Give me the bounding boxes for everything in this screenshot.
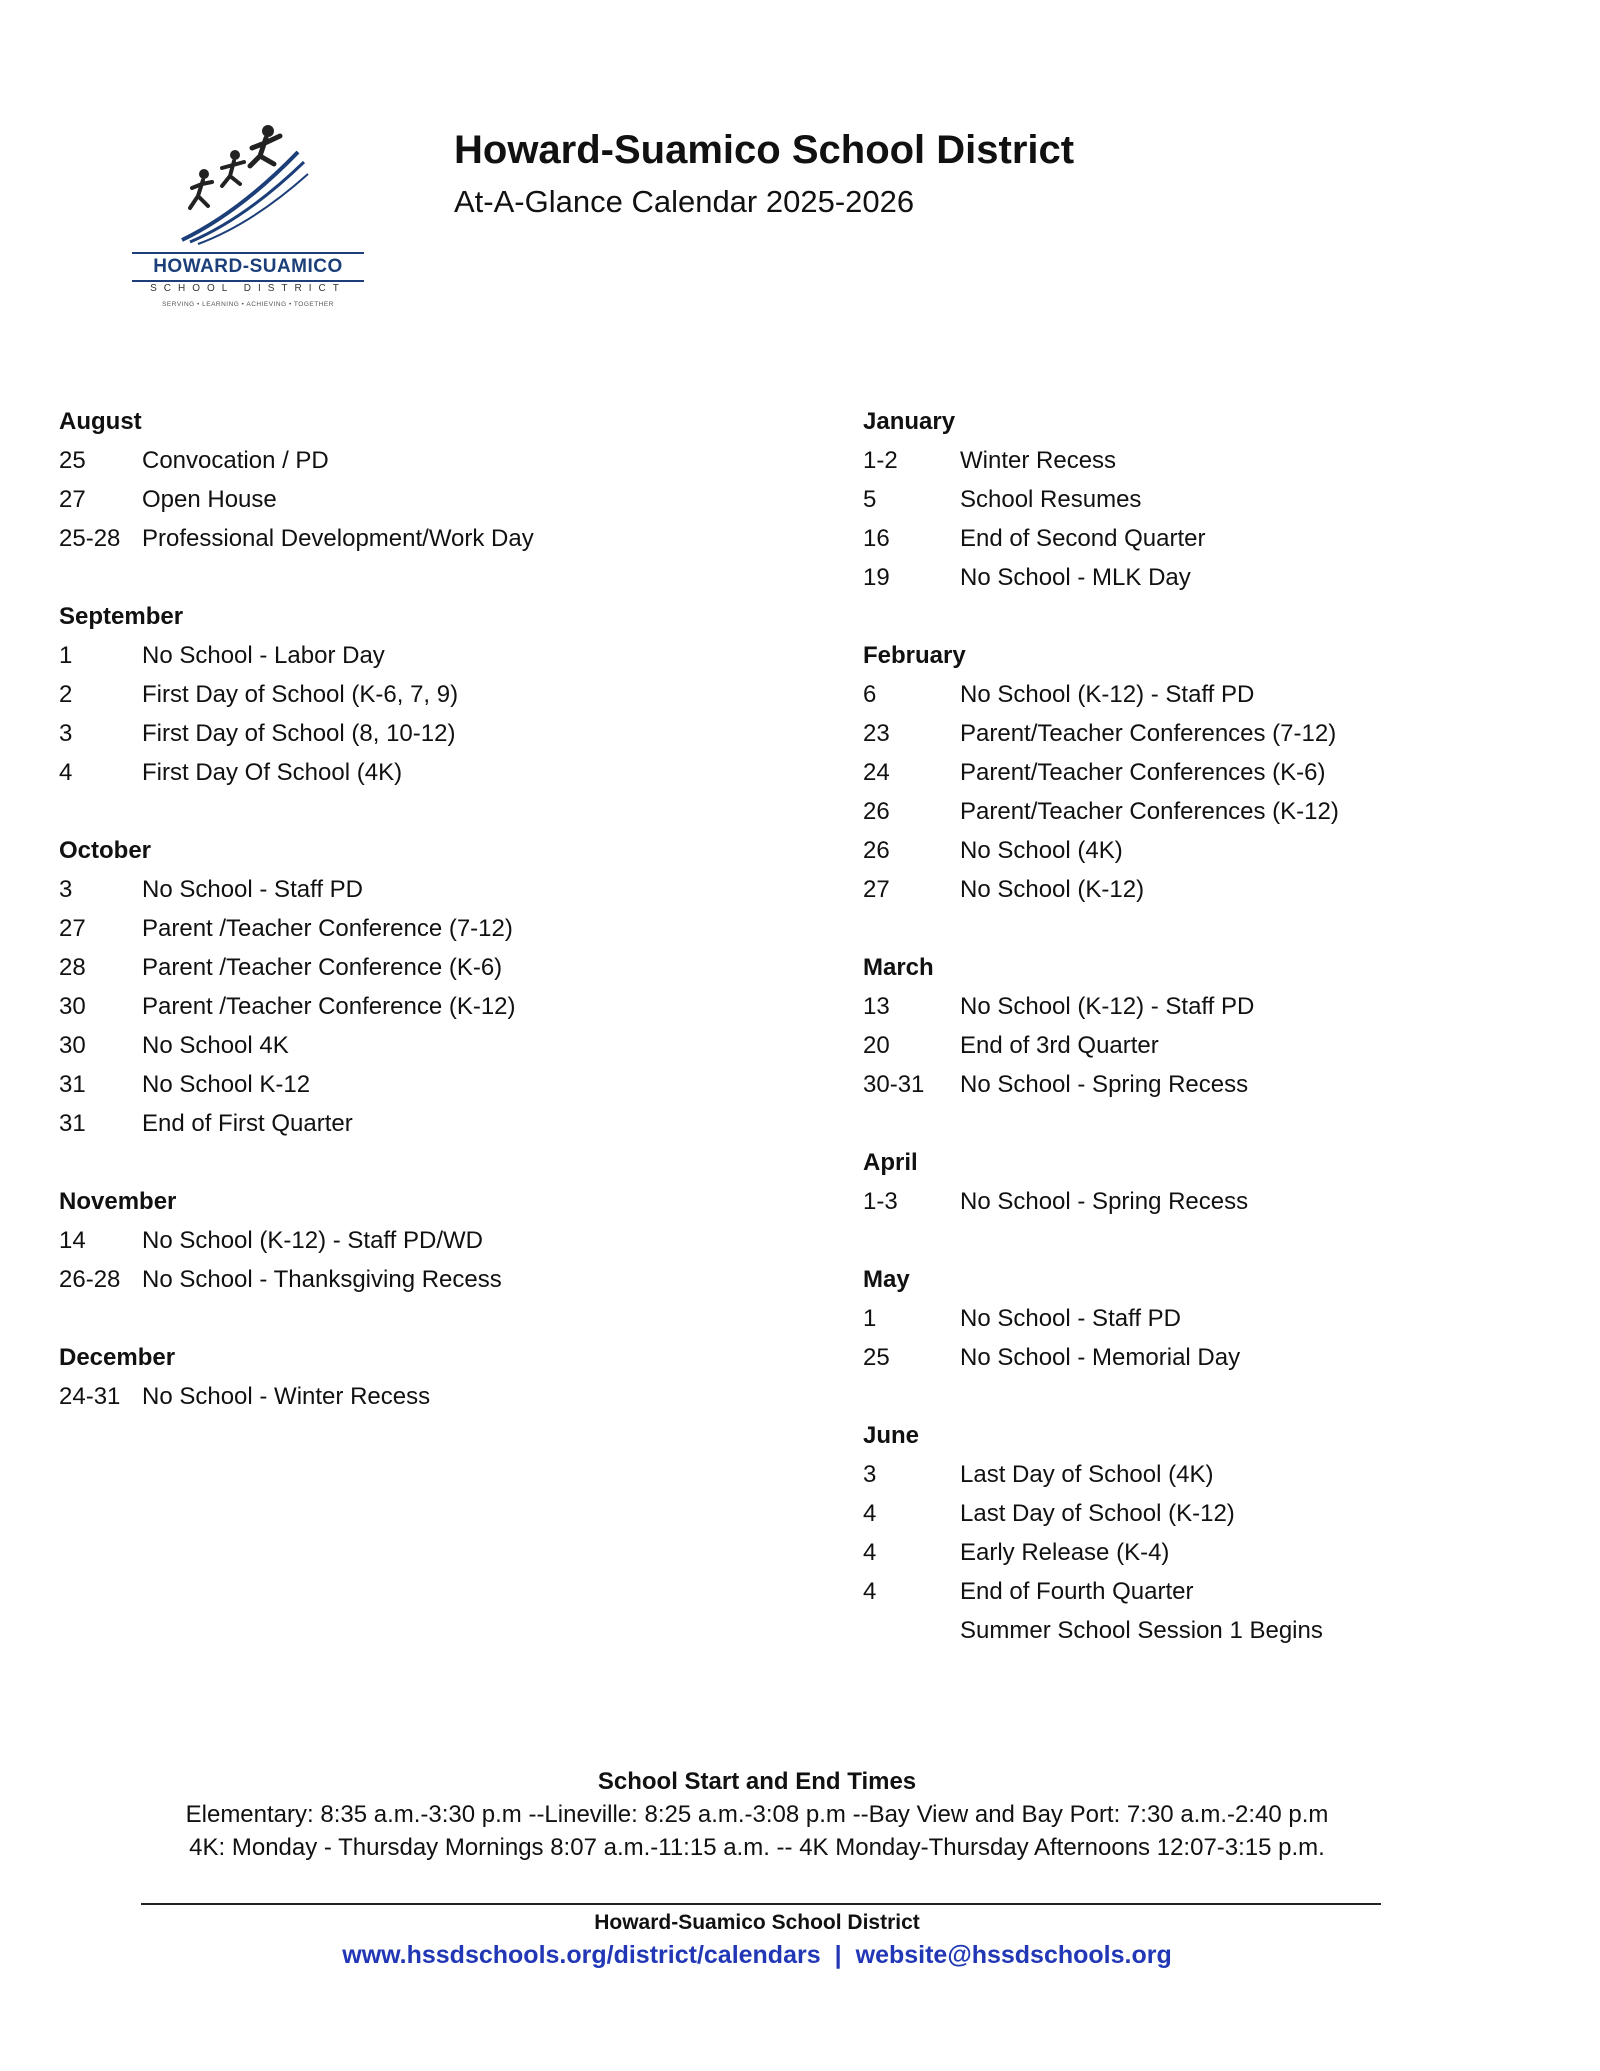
event-date: 31 <box>59 1071 86 1098</box>
month-section <box>59 597 799 792</box>
three-runners-logo-icon <box>180 122 310 247</box>
calendar-event-row <box>863 831 1563 870</box>
event-date: 2 <box>59 681 73 708</box>
event-description: No School - Labor Day <box>142 642 385 669</box>
calendar-event-row <box>863 1338 1563 1377</box>
month-section <box>863 1260 1563 1377</box>
month-heading: October <box>59 837 152 864</box>
calendar-event-row <box>59 714 799 753</box>
event-description: No School - Staff PD <box>142 876 363 903</box>
event-date: 26 <box>863 798 890 825</box>
event-description: First Day of School (8, 10-12) <box>142 720 456 747</box>
event-description: Last Day of School (4K) <box>960 1461 1214 1488</box>
event-description: Parent /Teacher Conference (K-6) <box>142 954 503 981</box>
calendar-event-row <box>59 753 799 792</box>
district-logo <box>132 122 364 322</box>
event-date: 1-3 <box>863 1188 898 1215</box>
calendar-event-row <box>863 519 1563 558</box>
event-description: Open House <box>142 486 277 513</box>
logo-wordmark: HOWARD-SUAMICO <box>132 252 364 282</box>
event-description: Parent/Teacher Conferences (K-6) <box>960 759 1326 786</box>
calendar-event-row <box>863 1065 1563 1104</box>
month-section <box>59 831 799 1143</box>
event-description: No School - Thanksgiving Recess <box>142 1266 502 1293</box>
calendar-event-row <box>59 909 799 948</box>
month-section <box>863 402 1563 597</box>
event-date: 13 <box>863 993 890 1020</box>
event-description: End of Fourth Quarter <box>960 1578 1194 1605</box>
event-date: 20 <box>863 1032 890 1059</box>
event-date: 27 <box>59 486 86 513</box>
month-section <box>863 948 1563 1104</box>
event-date: 30-31 <box>863 1071 925 1098</box>
event-description: Early Release (K-4) <box>960 1539 1170 1566</box>
event-description: No School - Staff PD <box>960 1305 1181 1332</box>
event-description: No School (K-12) - Staff PD <box>960 681 1255 708</box>
month-heading: April <box>863 1149 918 1176</box>
event-date: 25 <box>59 447 86 474</box>
month-section <box>863 1143 1563 1221</box>
month-section <box>59 1182 799 1299</box>
event-description: Professional Development/Work Day <box>142 525 534 552</box>
document-title: Howard-Suamico School District <box>454 128 1075 172</box>
calendar-event-row <box>59 1026 799 1065</box>
event-description: Parent/Teacher Conferences (7-12) <box>960 720 1337 747</box>
event-date: 26-28 <box>59 1266 121 1293</box>
event-description: Parent /Teacher Conference (K-12) <box>142 993 516 1020</box>
event-description: School Resumes <box>960 486 1142 513</box>
event-description: No School - Memorial Day <box>960 1344 1241 1371</box>
calendar-event-row <box>863 1299 1563 1338</box>
event-description: First Day of School (K-6, 7, 9) <box>142 681 459 708</box>
calendar-left-column <box>59 402 799 1455</box>
calendar-event-row <box>863 675 1563 714</box>
school-times-line: Elementary: 8:35 a.m.-3:30 p.m --Lineville: 8:25 a.m.-3:08 p.m --Bay View and Bay Port: 7:30 a.m.-2:40 p.m <box>185 1801 1329 1828</box>
event-description: End of Second Quarter <box>960 525 1206 552</box>
month-heading: May <box>863 1266 910 1293</box>
month-heading: December <box>59 1344 176 1371</box>
event-description: No School 4K <box>142 1032 289 1059</box>
calendar-event-row <box>59 1221 799 1260</box>
event-date: 3 <box>59 876 73 903</box>
event-date: 27 <box>59 915 86 942</box>
document-subtitle: At-A-Glance Calendar 2025-2026 <box>454 184 915 219</box>
event-description: End of 3rd Quarter <box>960 1032 1159 1059</box>
event-date: 16 <box>863 525 890 552</box>
calendar-event-row <box>863 480 1563 519</box>
event-date: 4 <box>863 1500 877 1527</box>
calendar-event-row <box>863 987 1563 1026</box>
event-date: 25 <box>863 1344 890 1371</box>
calendar-event-row <box>59 675 799 714</box>
footer-divider <box>141 1903 1381 1905</box>
calendar-event-row <box>863 1494 1563 1533</box>
event-date: 19 <box>863 564 890 591</box>
calendar-event-row <box>59 1377 799 1416</box>
event-date: 4 <box>59 759 73 786</box>
event-description: Last Day of School (K-12) <box>960 1500 1235 1527</box>
calendar-event-row <box>59 519 799 558</box>
event-date: 4 <box>863 1539 877 1566</box>
event-date: 30 <box>59 1032 86 1059</box>
school-times-line: 4K: Monday - Thursday Mornings 8:07 a.m.-11:15 a.m. -- 4K Monday-Thursday Afternoons 12:07-3:15 p.m. <box>189 1834 1325 1861</box>
calendar-event-row <box>863 1611 1563 1650</box>
calendars-link[interactable]: www.hssdschools.org/district/calendars <box>342 1941 821 1969</box>
calendar-event-row <box>863 1533 1563 1572</box>
event-description: No School - Spring Recess <box>960 1188 1249 1215</box>
event-date: 27 <box>863 876 890 903</box>
calendar-event-row <box>59 1104 799 1143</box>
event-date: 5 <box>863 486 877 513</box>
calendar-event-row <box>863 753 1563 792</box>
event-date: 3 <box>59 720 73 747</box>
event-description: No School K-12 <box>142 1071 311 1098</box>
month-heading: September <box>59 603 184 630</box>
event-date <box>863 1611 960 1650</box>
month-heading: March <box>863 954 934 981</box>
month-section <box>863 636 1563 909</box>
calendar-event-row <box>59 1260 799 1299</box>
event-description: End of First Quarter <box>142 1110 353 1137</box>
event-description: Winter Recess <box>960 447 1117 474</box>
event-date: 24-31 <box>59 1383 121 1410</box>
event-description: No School (K-12) - Staff PD/WD <box>142 1227 483 1254</box>
calendar-event-row <box>863 1455 1563 1494</box>
calendar-event-row <box>59 948 799 987</box>
month-heading: November <box>59 1188 177 1215</box>
event-date: 1 <box>59 642 73 669</box>
event-description: No School (4K) <box>960 837 1123 864</box>
email-link[interactable]: website@hssdschools.org <box>855 1941 1172 1969</box>
event-date: 26 <box>863 837 890 864</box>
event-description: Parent/Teacher Conferences (K-12) <box>960 798 1339 825</box>
calendar-event-row <box>863 1182 1563 1221</box>
school-times-heading: School Start and End Times <box>597 1768 917 1795</box>
event-description: No School - MLK Day <box>960 564 1191 591</box>
event-description: Summer School Session 1 Begins <box>960 1617 1323 1644</box>
event-date: 4 <box>863 1578 877 1605</box>
event-date: 30 <box>59 993 86 1020</box>
calendar-event-row <box>863 558 1563 597</box>
event-date: 31 <box>59 1110 86 1137</box>
event-description: No School - Winter Recess <box>142 1383 431 1410</box>
calendar-event-row <box>59 441 799 480</box>
logo-subtext: SCHOOL DISTRICT <box>150 283 346 294</box>
calendar-event-row <box>863 714 1563 753</box>
calendar-event-row <box>59 870 799 909</box>
event-date: 3 <box>863 1461 877 1488</box>
event-date: 25-28 <box>59 525 121 552</box>
month-section <box>59 402 799 558</box>
event-description: Parent /Teacher Conference (7-12) <box>142 915 513 942</box>
event-date: 14 <box>59 1227 86 1254</box>
month-heading: February <box>863 642 966 669</box>
event-date: 24 <box>863 759 890 786</box>
calendar-event-row <box>59 636 799 675</box>
calendar-event-row <box>863 441 1563 480</box>
calendar-right-column <box>863 402 1563 1689</box>
month-heading: June <box>863 1422 920 1449</box>
event-date: 1 <box>863 1305 877 1332</box>
calendar-event-row <box>863 1026 1563 1065</box>
logo-tagline: SERVING • LEARNING • ACHIEVING • TOGETHER <box>162 301 334 308</box>
calendar-event-row <box>59 1065 799 1104</box>
event-description: No School (K-12) - Staff PD <box>960 993 1255 1020</box>
event-date: 6 <box>863 681 877 708</box>
footer-district-name: Howard-Suamico School District <box>594 1911 920 1934</box>
calendar-event-row <box>863 1572 1563 1611</box>
month-section <box>59 1338 799 1416</box>
event-date: 28 <box>59 954 86 981</box>
event-description: First Day Of School (4K) <box>142 759 403 786</box>
event-date: 1-2 <box>863 447 898 474</box>
month-heading: January <box>863 408 956 435</box>
calendar-event-row <box>863 870 1563 909</box>
calendar-event-row <box>59 480 799 519</box>
event-description: Convocation / PD <box>142 447 329 474</box>
event-description: No School - Spring Recess <box>960 1071 1249 1098</box>
calendar-event-row <box>59 987 799 1026</box>
month-heading: August <box>59 408 142 435</box>
month-section <box>863 1416 1563 1650</box>
link-separator: | <box>834 1941 842 1969</box>
event-date: 23 <box>863 720 890 747</box>
event-description: No School (K-12) <box>960 876 1145 903</box>
calendar-event-row <box>863 792 1563 831</box>
footer-links <box>0 1941 1514 1970</box>
